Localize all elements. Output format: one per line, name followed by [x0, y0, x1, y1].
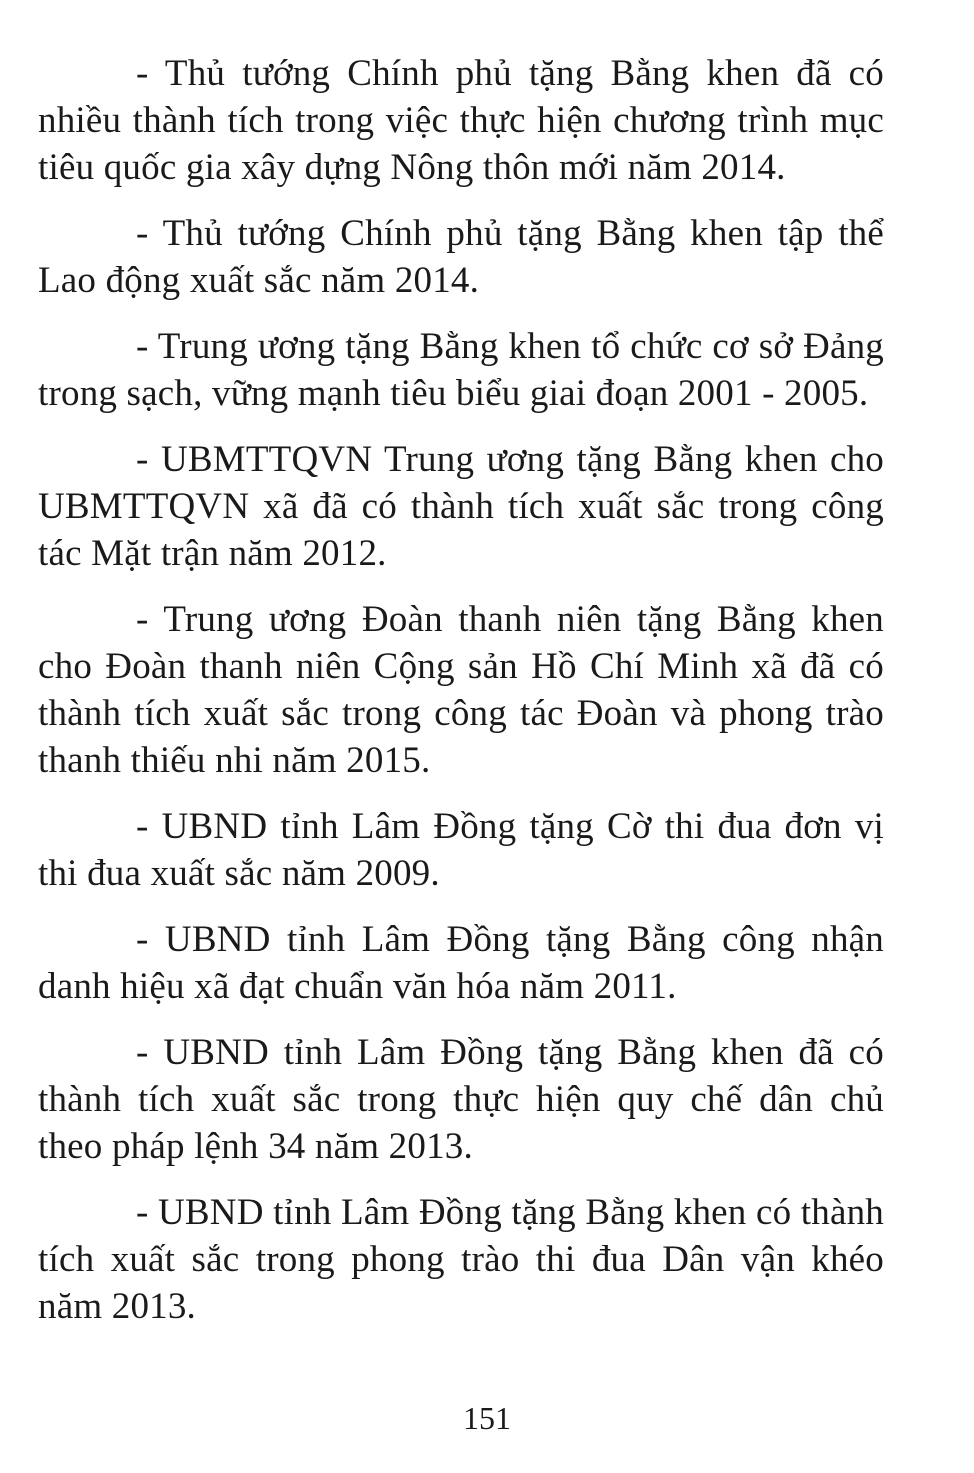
- award-paragraph-1: - Thủ tướng Chính phủ tặng Bằng khen đã có nhiều thành tích trong việc thực hiện chương trình mục tiêu quốc gia xây dựng Nông thôn mới năm 2014.: [38, 53, 884, 188]
- award-paragraph-5: - Trung ương Đoàn thanh niên tặng Bằng khen cho Đoàn thanh niên Cộng sản Hồ Chí Minh xã đã có thành tích xuất sắc trong công tác Đoàn và phong trào thanh thiếu nhi năm 2015.: [38, 599, 884, 781]
- document-page-body: [38, 50, 884, 1349]
- page-number: 151: [463, 1400, 511, 1436]
- award-paragraph-7: - UBND tỉnh Lâm Đồng tặng Bằng công nhận danh hiệu xã đạt chuẩn văn hóa năm 2011.: [38, 919, 884, 1007]
- award-paragraph-9: - UBND tỉnh Lâm Đồng tặng Bằng khen có thành tích xuất sắc trong phong trào thi đua Dân vận khéo năm 2013.: [38, 1192, 884, 1327]
- award-paragraph-8: - UBND tỉnh Lâm Đồng tặng Bằng khen đã có thành tích xuất sắc trong thực hiện quy chế dân chủ theo pháp lệnh 34 năm 2013.: [38, 1032, 884, 1167]
- award-paragraph-3: - Trung ương tặng Bằng khen tổ chức cơ sở Đảng trong sạch, vững mạnh tiêu biểu giai đoạn 2001 - 2005.: [38, 326, 884, 414]
- award-paragraph-4: - UBMTTQVN Trung ương tặng Bằng khen cho UBMTTQVN xã đã có thành tích xuất sắc trong công tác Mặt trận năm 2012.: [38, 439, 884, 574]
- award-paragraph-2: - Thủ tướng Chính phủ tặng Bằng khen tập thể Lao động xuất sắc năm 2014.: [38, 213, 884, 301]
- award-paragraph-6: - UBND tỉnh Lâm Đồng tặng Cờ thi đua đơn vị thi đua xuất sắc năm 2009.: [38, 806, 884, 894]
